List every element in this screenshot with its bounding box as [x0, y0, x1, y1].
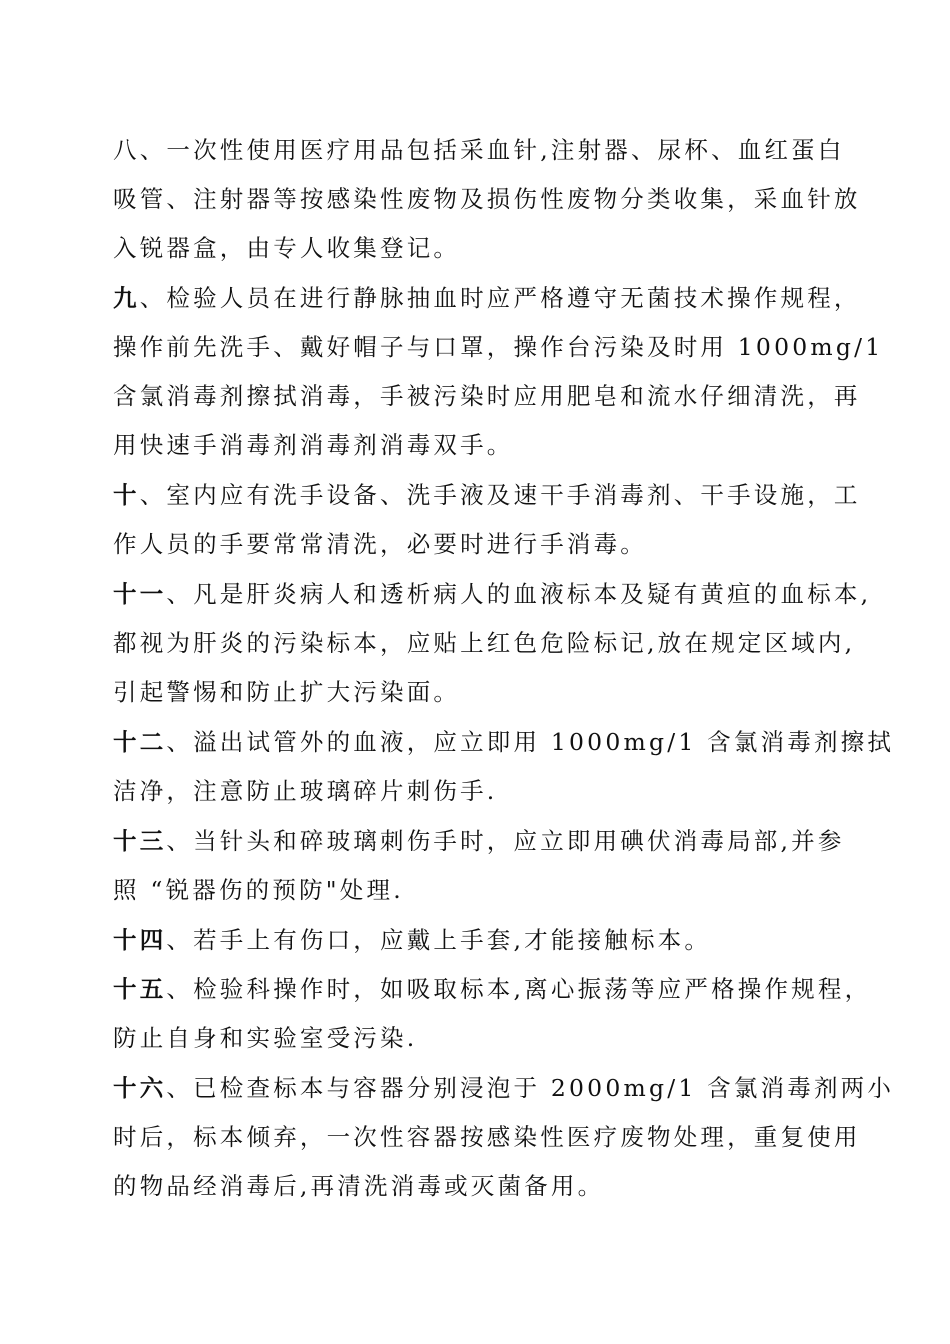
paragraph-text: 、已检查标本与容器分别浸泡于 2000mg/1 含氯消毒剂两小: [166, 1074, 895, 1102]
paragraph-line: 入锐器盒，由专人收集登记。: [113, 234, 461, 262]
paragraph-line: [113, 136, 845, 164]
paragraph-line: 都视为肝炎的污染标本，应贴上红色危险标记,放在规定区域内,: [113, 629, 856, 657]
paragraph-line: 洁净，注意防止玻璃碎片刺伤手.: [113, 777, 498, 805]
paragraph-line: [113, 926, 711, 954]
paragraph-text: 、若手上有伤口，应戴上手套,才能接触标本。: [166, 926, 712, 954]
paragraph-text: 、溢出试管外的血液，应立即用 1000mg/1 含氯消毒剂擦拭: [166, 728, 895, 756]
paragraph-text: 、检验人员在进行静脉抽血时应严格遵守无菌技术操作规程，: [139, 284, 861, 312]
paragraph-line: 的物品经消毒后,再清洗消毒或灭菌备用。: [113, 1172, 605, 1200]
paragraph-line: [113, 1074, 894, 1102]
paragraph-text: 、一次性使用医疗用品包括采血针,注射器、尿杯、血红蛋白: [139, 136, 845, 164]
paragraph-number: 十: [113, 481, 140, 509]
paragraph-line: [113, 580, 871, 608]
paragraph-line: [113, 975, 871, 1003]
paragraph-line: 用快速手消毒剂消毒剂消毒双手。: [113, 431, 514, 459]
paragraph-number: 十六: [113, 1074, 167, 1102]
paragraph-text: 、检验科操作时，如吸取标本,离心振荡等应严格操作规程，: [166, 975, 872, 1003]
paragraph-line: [113, 481, 861, 509]
paragraph-line: [113, 284, 861, 312]
paragraph-line: 操作前先洗手、戴好帽子与口罩，操作台污染及时用 1000mg/1: [113, 333, 884, 361]
paragraph-number: 八: [113, 136, 140, 164]
paragraph-line: 照 “锐器伤的预防"处理.: [113, 876, 404, 904]
paragraph-line: 引起警惕和防止扩大污染面。: [113, 678, 461, 706]
paragraph-number: 十四: [113, 926, 167, 954]
paragraph-number: 十五: [113, 975, 167, 1003]
paragraph-line: [113, 827, 845, 855]
paragraph-line: 吸管、注射器等按感染性废物及损伤性废物分类收集，采血针放: [113, 185, 861, 213]
paragraph-number: 十三: [113, 827, 167, 855]
paragraph-number: 十一: [113, 580, 167, 608]
paragraph-text: 、凡是肝炎病人和透析病人的血液标本及疑有黄疸的血标本,: [166, 580, 872, 608]
paragraph-line: 含氯消毒剂擦拭消毒，手被污染时应用肥皂和流水仔细清洗，再: [113, 382, 861, 410]
paragraph-number: 九: [113, 284, 140, 312]
paragraph-line: 防止自身和实验室受污染.: [113, 1024, 418, 1052]
paragraph-text: 、室内应有洗手设备、洗手液及速干手消毒剂、干手设施，工: [139, 481, 861, 509]
paragraph-number: 十二: [113, 728, 167, 756]
paragraph-line: 作人员的手要常常清洗，必要时进行手消毒。: [113, 530, 647, 558]
paragraph-line: 时后，标本倾弃，一次性容器按感染性医疗废物处理，重复使用: [113, 1123, 861, 1151]
paragraph-line: [113, 728, 894, 756]
paragraph-text: 、当针头和碎玻璃刺伤手时，应立即用碘伏消毒局部,并参: [166, 827, 845, 855]
